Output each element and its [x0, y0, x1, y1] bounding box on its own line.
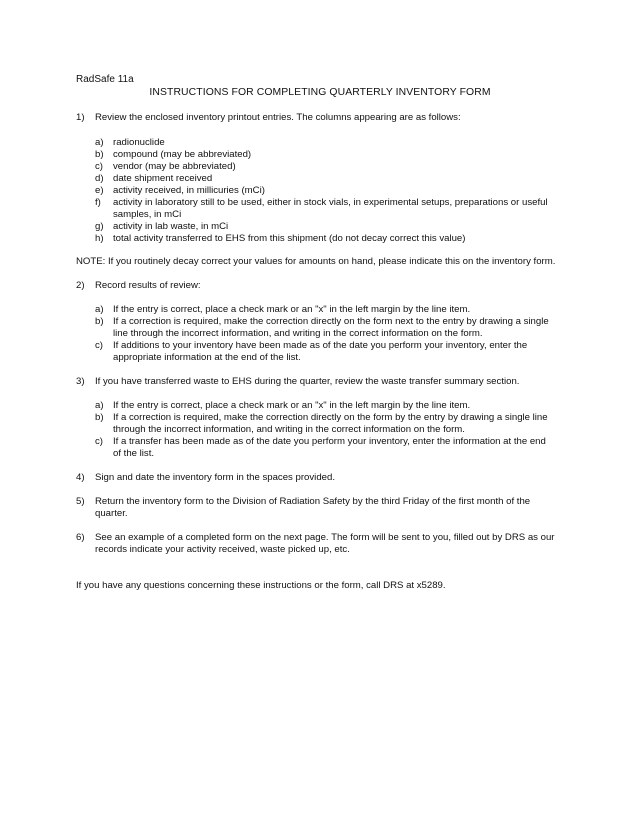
list-item: [95, 221, 555, 233]
step-3: [76, 376, 556, 388]
item-text: If a correction is required, make the correction directly on the form next to the entry by drawing a single line through the incorrect information, and writing in the correct information on the form.: [113, 316, 549, 339]
step-3-sublist: [95, 400, 555, 460]
item-text: If the entry is correct, place a check mark or an "x" in the left margin by the line item.: [113, 400, 471, 411]
list-item: [95, 304, 555, 316]
step-number: 6): [76, 532, 85, 543]
step-4: [76, 472, 556, 484]
item-letter: a): [95, 137, 104, 148]
step-1-sublist: [95, 137, 555, 245]
item-letter: a): [95, 400, 104, 411]
list-item: [95, 400, 555, 412]
list-item: [95, 161, 555, 173]
item-text: If a transfer has been made as of the date you perform your inventory, enter the information at the end of the list.: [113, 436, 546, 459]
note-text: NOTE: If you routinely decay correct your values for amounts on hand, please indicate this on the inventory form.: [76, 256, 556, 267]
list-item: [95, 197, 555, 221]
item-text: compound (may be abbreviated): [113, 149, 252, 160]
item-letter: a): [95, 304, 104, 315]
step-text: Record results of review:: [95, 280, 201, 291]
step-text: Return the inventory form to the Division of Radiation Safety by the third Friday of the first month of the quarter.: [95, 496, 531, 519]
step-number: 3): [76, 376, 85, 387]
item-text: If a correction is required, make the correction directly on the form by the entry by drawing a single line through the incorrect information, and writing in the correct information on the form.: [113, 412, 548, 435]
item-letter: h): [95, 233, 104, 244]
step-1: [76, 112, 556, 124]
item-text: radionuclide: [113, 137, 165, 148]
item-letter: c): [95, 340, 103, 351]
step-number: 1): [76, 112, 85, 123]
document-id: RadSafe 11a: [76, 74, 134, 85]
item-letter: f): [95, 197, 101, 208]
list-item: [95, 316, 555, 340]
list-item: [95, 412, 555, 436]
list-item: [95, 149, 555, 161]
step-number: 5): [76, 496, 85, 507]
list-item: [95, 233, 555, 245]
item-text: vendor (may be abbreviated): [113, 161, 236, 172]
step-2: [76, 280, 556, 292]
item-letter: b): [95, 412, 104, 423]
step-6: [76, 532, 556, 556]
item-letter: g): [95, 221, 104, 232]
item-text: activity received, in millicuries (mCi): [113, 185, 265, 196]
list-item: [95, 137, 555, 149]
list-item: [95, 340, 555, 364]
item-text: If additions to your inventory have been made as of the date you perform your inventory, enter the appropriate information at the end of the list.: [113, 340, 528, 363]
item-letter: c): [95, 161, 103, 172]
item-letter: c): [95, 436, 103, 447]
contact-note: If you have any questions concerning these instructions or the form, call DRS at x5289.: [76, 580, 446, 591]
item-text: activity in laboratory still to be used, either in stock vials, in experimental setups, preparations or useful samples, in mCi: [113, 197, 548, 220]
item-letter: e): [95, 185, 104, 196]
step-number: 2): [76, 280, 85, 291]
step-5: [76, 496, 556, 520]
step-text: If you have transferred waste to EHS during the quarter, review the waste transfer summary section.: [95, 376, 520, 387]
item-text: If the entry is correct, place a check mark or an "x" in the left margin by the line item.: [113, 304, 471, 315]
item-text: total activity transferred to EHS from this shipment (do not decay correct this value): [113, 233, 466, 244]
list-item: [95, 173, 555, 185]
step-text: Sign and date the inventory form in the spaces provided.: [95, 472, 335, 483]
step-text: See an example of a completed form on the next page. The form will be sent to you, filled out by DRS as our records indicate your activity received, waste picked up, etc.: [95, 532, 555, 555]
step-text: Review the enclosed inventory printout entries. The columns appearing are as follows:: [95, 112, 461, 123]
step-2-sublist: [95, 304, 555, 364]
list-item: [95, 436, 555, 460]
item-letter: b): [95, 149, 104, 160]
item-letter: b): [95, 316, 104, 327]
item-text: date shipment received: [113, 173, 213, 184]
item-letter: d): [95, 173, 104, 184]
item-text: activity in lab waste, in mCi: [113, 221, 229, 232]
list-item: [95, 185, 555, 197]
document-title: INSTRUCTIONS FOR COMPLETING QUARTERLY INVENTORY FORM: [149, 87, 491, 98]
step-number: 4): [76, 472, 85, 483]
